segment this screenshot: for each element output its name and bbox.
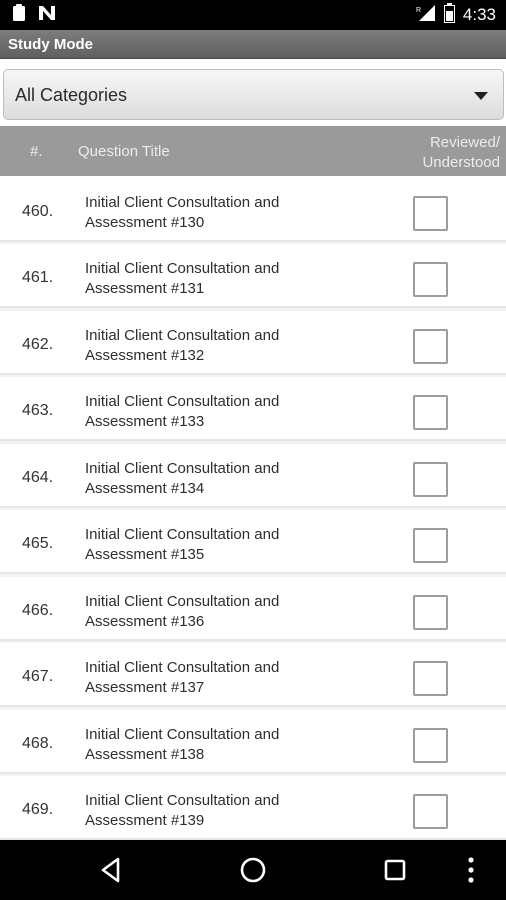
question-title-line1: Initial Client Consultation and	[85, 327, 280, 344]
question-title-line1: Initial Client Consultation and	[85, 260, 280, 277]
question-title-line2: Assessment #135	[85, 546, 205, 563]
category-dropdown[interactable]	[3, 69, 504, 120]
question-title-line2: Assessment #134	[85, 480, 205, 497]
question-list[interactable]	[0, 178, 506, 840]
column-header-reviewed	[380, 133, 500, 173]
question-row[interactable]	[0, 178, 506, 242]
question-row[interactable]	[0, 311, 506, 375]
question-title-line2: Assessment #131	[85, 280, 205, 297]
question-row[interactable]	[0, 510, 506, 574]
reviewed-checkbox[interactable]	[413, 794, 448, 829]
question-title	[85, 658, 385, 698]
reviewed-checkbox[interactable]	[413, 395, 448, 430]
question-title	[85, 592, 385, 632]
page-title: Study Mode	[8, 36, 93, 53]
n-icon	[38, 5, 56, 26]
back-icon[interactable]	[95, 854, 127, 886]
question-number: 467.	[22, 668, 54, 685]
question-title-line1: Initial Client Consultation and	[85, 393, 280, 410]
question-number: 464.	[22, 469, 54, 486]
question-title	[85, 259, 385, 299]
reviewed-checkbox[interactable]	[413, 196, 448, 231]
action-bar	[0, 30, 506, 59]
home-icon[interactable]	[237, 854, 269, 886]
question-title-line2: Assessment #138	[85, 746, 205, 763]
question-title	[85, 459, 385, 499]
overflow-menu-icon[interactable]	[455, 854, 487, 886]
reviewed-checkbox[interactable]	[413, 528, 448, 563]
clipboard-icon	[12, 4, 26, 27]
question-number: 468.	[22, 735, 54, 752]
question-number: 460.	[22, 203, 54, 220]
question-title-line2: Assessment #139	[85, 812, 205, 829]
question-title-line1: Initial Client Consultation and	[85, 726, 280, 743]
question-title-line2: Assessment #132	[85, 347, 205, 364]
question-title-line2: Assessment #130	[85, 214, 205, 231]
question-title	[85, 326, 385, 366]
question-title-line1: Initial Client Consultation and	[85, 526, 280, 543]
category-dropdown-value: All Categories	[15, 85, 128, 105]
question-title	[85, 392, 385, 432]
navigation-bar	[0, 840, 506, 900]
question-number: 465.	[22, 535, 54, 552]
question-number: 463.	[22, 402, 54, 419]
question-title-line1: Initial Client Consultation and	[85, 659, 280, 676]
recents-icon[interactable]	[379, 854, 411, 886]
question-title-line2: Assessment #136	[85, 613, 205, 630]
question-title-line1: Initial Client Consultation and	[85, 792, 280, 809]
question-row[interactable]	[0, 244, 506, 308]
column-header-number: #.	[30, 143, 43, 160]
question-title-line2: Assessment #137	[85, 679, 205, 696]
question-title-line1: Initial Client Consultation and	[85, 460, 280, 477]
question-row[interactable]	[0, 710, 506, 774]
question-title	[85, 791, 385, 831]
column-header-reviewed-line2: Understood	[422, 154, 500, 171]
reviewed-checkbox[interactable]	[413, 728, 448, 763]
signal-icon	[416, 4, 436, 27]
reviewed-checkbox[interactable]	[413, 462, 448, 497]
question-number: 461.	[22, 269, 54, 286]
question-row[interactable]	[0, 444, 506, 508]
reviewed-checkbox[interactable]	[413, 329, 448, 364]
question-number: 466.	[22, 602, 54, 619]
battery-icon	[444, 3, 455, 28]
question-number: 469.	[22, 801, 54, 818]
reviewed-checkbox[interactable]	[413, 661, 448, 696]
question-title-line1: Initial Client Consultation and	[85, 194, 280, 211]
question-row[interactable]	[0, 643, 506, 707]
column-header-reviewed-line1: Reviewed/	[429, 134, 500, 151]
status-bar	[0, 0, 506, 30]
question-title	[85, 525, 385, 565]
chevron-down-icon	[474, 92, 488, 100]
column-header-question-title: Question Title	[78, 143, 170, 160]
question-title	[85, 193, 385, 233]
question-row[interactable]	[0, 377, 506, 441]
svg-text:R: R	[415, 6, 421, 14]
question-number: 462.	[22, 336, 54, 353]
question-title	[85, 725, 385, 765]
reviewed-checkbox[interactable]	[413, 595, 448, 630]
reviewed-checkbox[interactable]	[413, 262, 448, 297]
table-header	[0, 126, 506, 176]
question-row[interactable]	[0, 776, 506, 840]
question-title-line2: Assessment #133	[85, 413, 205, 430]
status-time: 4:33	[462, 5, 496, 24]
question-row[interactable]	[0, 577, 506, 641]
question-title-line1: Initial Client Consultation and	[85, 593, 280, 610]
